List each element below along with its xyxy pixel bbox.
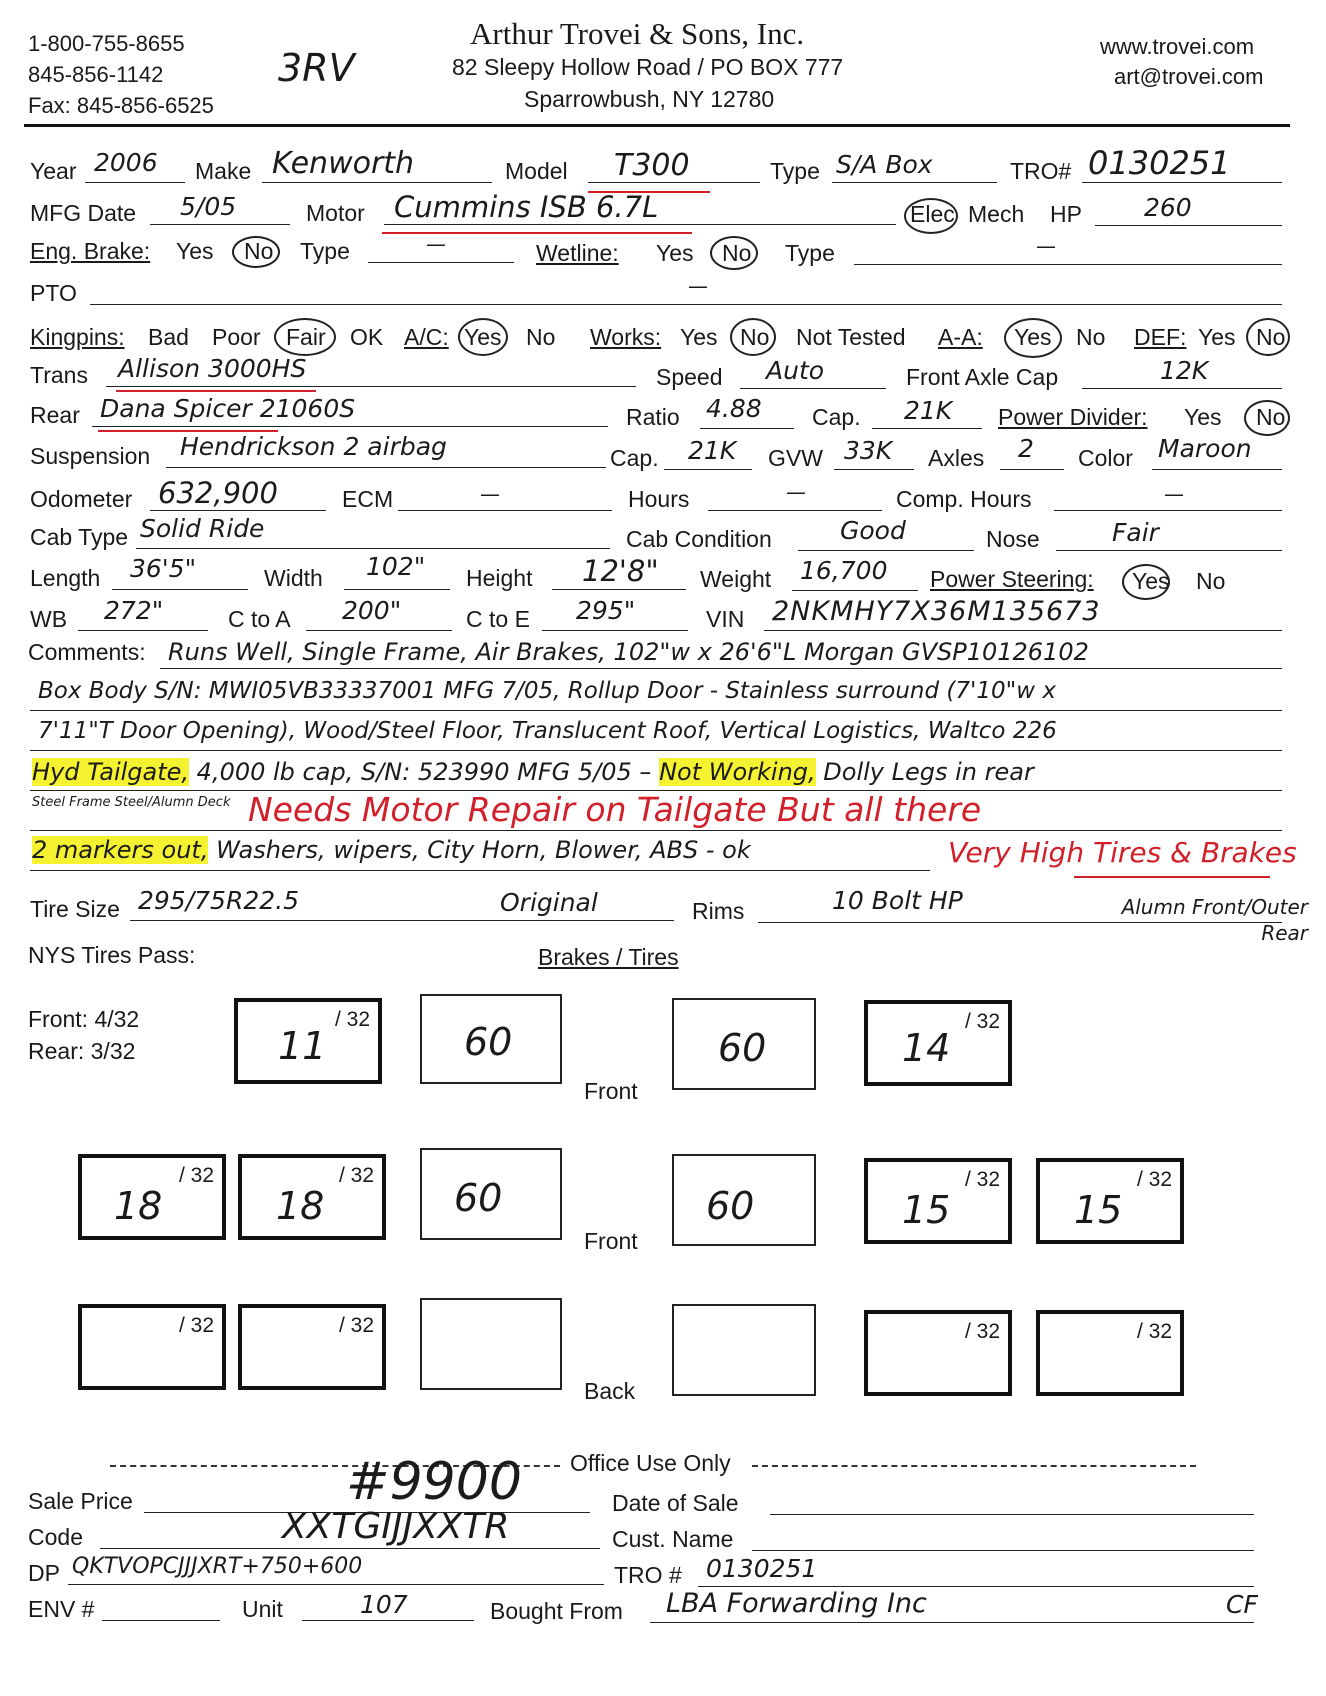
aa-label: A-A: <box>938 324 983 350</box>
suspension-label: Suspension <box>30 443 151 469</box>
speed-label: Speed <box>656 364 723 390</box>
comment-text-4b: 4,000 lb cap, S/N: 523990 MFG 5/05 – <box>189 758 660 786</box>
nose-line <box>1056 550 1282 551</box>
tire-original: Original <box>500 888 598 917</box>
tire-size-value: 295/75R22.5 <box>138 886 299 915</box>
brake-box-front-right[interactable] <box>672 998 816 1090</box>
gvw-line <box>834 469 914 470</box>
tire-size-label: Tire Size <box>30 896 120 922</box>
height-label: Height <box>466 565 533 591</box>
works-label: Works: <box>590 324 662 350</box>
tire-32-label: / 32 <box>964 1320 1000 1343</box>
width-line <box>344 589 450 590</box>
hours-value: — <box>786 480 806 504</box>
height-value: 12'8" <box>582 554 659 588</box>
comment-red-underline <box>1074 876 1270 878</box>
eng-brake-no: No <box>244 238 274 264</box>
suspension-value: Hendrickson 2 airbag <box>180 432 447 461</box>
wetline-type-label: Type <box>785 240 835 266</box>
front-spec: Front: 4/32 <box>28 1006 140 1032</box>
rear-value: Dana Spicer 21060S <box>100 394 356 423</box>
wetline-type-value: — <box>1036 234 1056 258</box>
ratio-label: Ratio <box>626 404 680 430</box>
motor-value: Cummins ISB 6.7L <box>394 190 659 224</box>
def-label: DEF: <box>1134 324 1187 350</box>
tire-tread-value: 11 <box>278 1024 327 1068</box>
color-value: Maroon <box>1158 434 1252 463</box>
ecm-line <box>398 510 612 511</box>
comment-text-6 <box>32 836 751 864</box>
kingpins-poor: Poor <box>212 324 261 350</box>
tro-office-line <box>698 1586 1254 1587</box>
aa-yes-circle <box>1004 318 1062 358</box>
wetline-label: Wetline: <box>536 240 619 266</box>
nose-value: Fair <box>1112 518 1159 547</box>
code-note: 3RV <box>278 46 355 90</box>
dp-label: DP <box>28 1560 60 1586</box>
rims-note: Alumn Front/Outer Rear <box>1121 895 1308 945</box>
gvw-label: GVW <box>768 445 823 471</box>
vin-label: VIN <box>706 606 745 632</box>
tire-size-line <box>130 920 674 921</box>
bought-from-line <box>650 1622 1254 1623</box>
date-of-sale-line <box>770 1514 1254 1515</box>
kingpins-fair-circle <box>274 318 336 356</box>
ac-label: A/C: <box>404 324 449 350</box>
c-to-e-value: 295" <box>576 596 636 625</box>
length-value: 36'5" <box>130 554 197 583</box>
office-dash-right <box>752 1465 1196 1467</box>
length-line <box>112 589 248 590</box>
mfg-date-label: MFG Date <box>30 200 137 226</box>
length-label: Length <box>30 565 101 591</box>
front-axle-cap-value: 12K <box>1160 356 1209 385</box>
tro-label: TRO# <box>1010 158 1072 184</box>
color-line <box>1152 469 1282 470</box>
tire-tread-value: 15 <box>1074 1188 1123 1232</box>
comment-text-6b: Washers, wipers, City Horn, Blower, ABS - ok <box>208 836 751 864</box>
power-divider-yes: Yes <box>1184 404 1222 430</box>
wetline-type-line <box>854 264 1282 265</box>
works-no-circle <box>730 318 776 356</box>
ratio-value: 4.88 <box>706 394 762 423</box>
wb-value: 272" <box>104 596 164 625</box>
markers-out-highlight: 2 markers out, <box>32 836 209 864</box>
susp-cap-line <box>664 469 752 470</box>
comment-line-3 <box>30 750 1282 751</box>
brake-box-drive-left[interactable] <box>420 1148 562 1240</box>
tire-32-label: / 32 <box>338 1314 374 1337</box>
axles-value: 2 <box>1018 434 1034 463</box>
fax-number: Fax: 845-856-6525 <box>28 93 214 118</box>
not-tested: Not Tested <box>796 324 906 350</box>
eng-brake-yes: Yes <box>176 238 214 264</box>
code-value: XXTGIJJXXTR <box>282 1506 510 1547</box>
weight-line <box>792 590 918 591</box>
phone-2: 845-856-1142 <box>28 62 164 87</box>
tire-box-rear-inner-right[interactable] <box>864 1310 1012 1396</box>
pto-label: PTO <box>30 280 77 306</box>
power-divider-no-circle <box>1244 400 1290 436</box>
trans-value: Allison 3000HS <box>118 354 307 383</box>
tire-box-drive-outer-left[interactable] <box>78 1154 226 1240</box>
brake-value: 60 <box>718 1026 767 1070</box>
comment-line-6 <box>30 870 930 871</box>
odometer-line <box>150 510 326 511</box>
cust-name-line <box>752 1550 1254 1551</box>
hyd-tailgate-highlight: Hyd Tailgate, <box>32 758 190 786</box>
unit-value: 107 <box>360 1590 408 1619</box>
elec-circle <box>904 198 958 234</box>
eng-brake-type-label: Type <box>300 238 350 264</box>
nys-tires-pass-label: NYS Tires Pass: <box>28 942 196 968</box>
cust-name-label: Cust. Name <box>612 1526 734 1552</box>
axle-label-front-2: Front <box>584 1228 638 1254</box>
rear-spec: Rear: 3/32 <box>28 1038 136 1064</box>
tire-32-label: / 32 <box>964 1168 1000 1191</box>
header-divider <box>24 124 1290 127</box>
email: art@trovei.com <box>1114 64 1264 89</box>
eng-brake-type-line <box>368 262 514 263</box>
tire-tread-value: 14 <box>902 1026 951 1070</box>
tire-box-front-left[interactable] <box>234 998 382 1084</box>
sale-price-value: #9900 <box>346 1452 522 1512</box>
works-no: No <box>740 324 770 350</box>
comment-text-2: Box Body S/N: MWI05VB33337001 MFG 7/05, Rollup Door - Stainless surround (7'10"w x <box>38 678 1056 704</box>
tire-32-label: / 32 <box>1136 1168 1172 1191</box>
make-label: Make <box>195 158 252 184</box>
c-to-e-label: C to E <box>466 606 530 632</box>
weight-label: Weight <box>700 566 772 592</box>
vin-line <box>764 630 1282 631</box>
color-label: Color <box>1078 445 1133 471</box>
brake-value: 60 <box>706 1184 755 1228</box>
cab-condition-label: Cab Condition <box>626 526 772 552</box>
initials-value: CF <box>1226 1590 1258 1619</box>
company-address-2: Sparrowbush, NY 12780 <box>524 86 775 112</box>
tire-tread-value: 18 <box>276 1184 325 1228</box>
brake-box-rear-left[interactable] <box>420 1298 562 1390</box>
brake-box-rear-right[interactable] <box>672 1304 816 1396</box>
model-value: T300 <box>614 148 690 183</box>
tire-32-label: / 32 <box>964 1010 1000 1033</box>
rear-cap-line <box>872 428 982 429</box>
tro-office-value: 0130251 <box>706 1554 818 1583</box>
cab-type-line <box>136 548 610 549</box>
bought-from-label: Bought From <box>490 1598 623 1624</box>
eng-brake-no-circle <box>232 236 280 268</box>
sale-price-label: Sale Price <box>28 1488 133 1514</box>
susp-cap-label: Cap. <box>610 445 659 471</box>
power-steering-no: No <box>1196 568 1226 594</box>
kingpins-ok: OK <box>350 324 384 350</box>
company-name: Arthur Trovei & Sons, Inc. <box>470 16 805 51</box>
tire-box-drive-inner-right[interactable] <box>864 1158 1012 1244</box>
cab-condition-line <box>798 550 974 551</box>
mfg-date-value: 5/05 <box>180 192 237 221</box>
comment-text-1: Runs Well, Single Frame, Air Brakes, 102"w x 26'6"L Morgan GVSP10126102 <box>168 638 1089 666</box>
power-steering-yes-circle <box>1122 564 1170 600</box>
tro-office-label: TRO # <box>614 1562 682 1588</box>
vin-value: 2NKMHY7X36M135673 <box>772 596 1101 627</box>
kingpins-bad: Bad <box>148 324 189 350</box>
tire-box-drive-inner-left[interactable] <box>238 1154 386 1240</box>
tire-32-label: / 32 <box>334 1008 370 1031</box>
type-label: Type <box>770 158 820 184</box>
wb-label: WB <box>30 606 68 632</box>
ac-yes-circle <box>458 318 508 356</box>
odometer-label: Odometer <box>30 486 133 512</box>
c-to-e-line <box>542 630 688 631</box>
wetline-no-circle <box>710 236 758 270</box>
tire-tread-value: 18 <box>114 1184 163 1228</box>
tire-box-rear-outer-right[interactable] <box>1036 1310 1184 1396</box>
power-divider-label: Power Divider: <box>998 404 1148 430</box>
kingpins-fair: Fair <box>286 324 326 350</box>
tire-32-label: / 32 <box>338 1164 374 1187</box>
wb-line <box>78 630 208 631</box>
ecm-value: — <box>480 482 500 506</box>
susp-cap-value: 21K <box>688 436 737 465</box>
trans-label: Trans <box>30 362 88 388</box>
hours-label: Hours <box>628 486 690 512</box>
make-value: Kenworth <box>272 146 415 181</box>
year-label: Year <box>30 158 77 184</box>
rims-label: Rims <box>692 898 745 924</box>
year-value: 2006 <box>94 148 158 177</box>
tire-32-label: / 32 <box>178 1164 214 1187</box>
eng-brake-label: Eng. Brake: <box>30 238 151 264</box>
brake-box-drive-right[interactable] <box>672 1154 816 1246</box>
wetline-yes: Yes <box>656 240 694 266</box>
office-use-only-heading: Office Use Only <box>570 1450 731 1476</box>
comment-line-5 <box>30 830 1282 831</box>
brake-value: 60 <box>454 1176 503 1220</box>
comment-text-3: 7'11"T Door Opening), Wood/Steel Floor, Translucent Roof, Vertical Logistics, Waltco 226 <box>38 718 1057 744</box>
axle-label-back: Back <box>584 1378 636 1404</box>
comp-hours-label: Comp. Hours <box>896 486 1032 512</box>
width-value: 102" <box>366 552 426 581</box>
axles-line <box>1000 469 1064 470</box>
brakes-tires-heading: Brakes / Tires <box>538 944 679 970</box>
rear-line <box>92 426 608 427</box>
env-label: ENV # <box>28 1596 95 1622</box>
make-line <box>262 182 492 183</box>
comment-text-5-red: Needs Motor Repair on Tailgate But all there <box>248 790 982 829</box>
dp-value: QKTVOPCJJJXRT+750+600 <box>72 1554 363 1579</box>
c-to-a-value: 200" <box>342 596 402 625</box>
speed-line <box>740 388 886 389</box>
tire-box-drive-outer-right[interactable] <box>1036 1158 1184 1244</box>
ecm-label: ECM <box>342 486 394 512</box>
power-steering-label: Power Steering: <box>930 566 1094 592</box>
ac-yes: Yes <box>464 324 502 350</box>
comment-line-1 <box>160 668 1282 669</box>
power-steering-yes: Yes <box>1132 568 1170 594</box>
company-address-1: 82 Sleepy Hollow Road / PO BOX 777 <box>452 54 844 80</box>
odometer-value: 632,900 <box>158 476 278 510</box>
aa-no: No <box>1076 324 1106 350</box>
power-divider-no: No <box>1256 404 1286 430</box>
def-no: No <box>1256 324 1286 350</box>
rims-value: 10 Bolt HP <box>832 886 963 915</box>
unit-line <box>302 1620 474 1621</box>
unit-label: Unit <box>242 1596 283 1622</box>
code-label: Code <box>28 1524 83 1550</box>
brake-box-front-left[interactable] <box>420 994 562 1084</box>
code-line <box>100 1548 600 1549</box>
tro-line <box>1082 182 1282 183</box>
hp-label: HP <box>1050 201 1082 227</box>
year-line <box>85 182 185 183</box>
motor-line <box>384 224 896 225</box>
comment-text-6-red: Very High Tires & Brakes <box>948 836 1297 869</box>
def-yes: Yes <box>1198 324 1236 350</box>
eng-brake-type-value: — <box>426 232 446 256</box>
comp-hours-value: — <box>1164 482 1184 506</box>
motor-label: Motor <box>306 200 365 226</box>
axles-label: Axles <box>928 445 985 471</box>
tire-32-label: / 32 <box>178 1314 214 1337</box>
rear-cap-label: Cap. <box>812 404 861 430</box>
website: www.trovei.com <box>1100 34 1255 59</box>
model-label: Model <box>505 158 568 184</box>
dp-line <box>68 1584 604 1585</box>
cab-condition-value: Good <box>840 516 906 545</box>
kingpins-label: Kingpins: <box>30 324 125 350</box>
hp-line <box>1095 225 1282 226</box>
hp-value: 260 <box>1144 193 1192 222</box>
works-yes: Yes <box>680 324 718 350</box>
tire-box-rear-outer-left[interactable] <box>78 1304 226 1390</box>
weight-value: 16,700 <box>800 556 888 585</box>
comment-text-4 <box>32 758 1034 786</box>
speed-value: Auto <box>766 356 825 385</box>
comments-label: Comments: <box>28 639 146 665</box>
type-line <box>832 182 997 183</box>
hours-line <box>708 510 882 511</box>
suspension-line <box>166 467 606 468</box>
comp-hours-line <box>1054 510 1282 511</box>
ac-no: No <box>526 324 556 350</box>
comment-text-5-small: Steel Frame Steel/Alumn Deck <box>32 795 231 810</box>
nose-label: Nose <box>986 526 1040 552</box>
pto-line <box>90 304 1282 305</box>
gvw-value: 33K <box>844 436 893 465</box>
height-line <box>552 589 686 590</box>
trans-red-underline <box>116 390 316 392</box>
tire-box-rear-inner-left[interactable] <box>238 1304 386 1390</box>
date-of-sale-label: Date of Sale <box>612 1490 739 1516</box>
wetline-no: No <box>722 240 752 266</box>
mech-label: Mech <box>968 201 1025 227</box>
front-axle-cap-label: Front Axle Cap <box>906 364 1059 390</box>
type-value: S/A Box <box>836 150 933 179</box>
ratio-line <box>700 428 794 429</box>
tire-32-label: / 32 <box>1136 1320 1172 1343</box>
c-to-a-line <box>306 630 452 631</box>
tro-value: 0130251 <box>1088 144 1231 182</box>
width-label: Width <box>264 565 323 591</box>
rear-label: Rear <box>30 402 80 428</box>
bought-from-value: LBA Forwarding Inc <box>666 1588 927 1619</box>
trans-line <box>106 386 636 387</box>
aa-yes: Yes <box>1014 324 1052 350</box>
front-axle-cap-line <box>1082 388 1282 389</box>
cab-type-value: Solid Ride <box>140 514 265 543</box>
c-to-a-label: C to A <box>228 606 291 632</box>
def-no-circle <box>1246 318 1290 356</box>
axle-label-front-1: Front <box>584 1078 638 1104</box>
rear-cap-value: 21K <box>904 396 953 425</box>
cab-type-label: Cab Type <box>30 524 129 550</box>
mfg-date-line <box>150 224 290 225</box>
elec-label: Elec <box>910 201 955 227</box>
pto-value: — <box>688 274 708 298</box>
brake-value: 60 <box>464 1020 513 1064</box>
not-working-highlight: Not Working, <box>659 758 816 786</box>
tire-box-front-right[interactable] <box>864 1000 1012 1086</box>
comment-text-4d: Dolly Legs in rear <box>815 758 1034 786</box>
tire-tread-value: 15 <box>902 1188 951 1232</box>
phone-1: 1-800-755-8655 <box>28 31 185 56</box>
env-line <box>102 1620 220 1621</box>
comment-line-2 <box>30 710 1282 711</box>
